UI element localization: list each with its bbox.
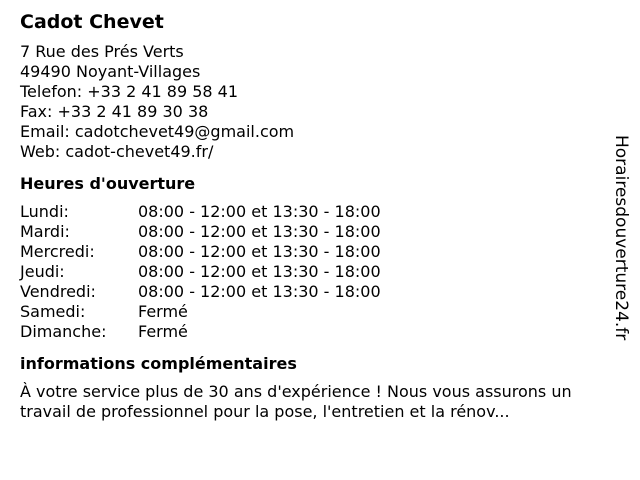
contact-block — [20, 42, 600, 162]
hours-day: Dimanche: — [20, 322, 107, 341]
hours-row-vendredi — [20, 282, 600, 302]
additional-info-title: informations complémentaires — [20, 354, 297, 373]
hours-row-samedi — [20, 302, 600, 322]
hours-row-lundi — [20, 202, 600, 222]
hours-row-mardi — [20, 222, 600, 242]
additional-info-text: À votre service plus de 30 ans d'expérience ! Nous vous assurons un travail de professionnel pour la pose, l'entretien et la rénov... — [20, 382, 572, 421]
hours-day: Mercredi: — [20, 242, 95, 261]
hours-time: 08:00 - 12:00 et 13:30 - 18:00 — [138, 202, 381, 221]
hours-row-dimanche — [20, 322, 600, 342]
hours-time: 08:00 - 12:00 et 13:30 - 18:00 — [138, 262, 381, 281]
address-line-2: 49490 Noyant-Villages — [20, 62, 201, 81]
hours-day: Jeudi: — [20, 262, 65, 281]
hours-day: Mardi: — [20, 222, 70, 241]
email-text: Email: cadotchevet49@gmail.com — [20, 122, 295, 141]
hours-time: 08:00 - 12:00 et 13:30 - 18:00 — [138, 242, 381, 261]
hours-row-jeudi — [20, 262, 600, 282]
site-watermark: Horairesdouverture24.fr — [611, 135, 631, 341]
hours-time: 08:00 - 12:00 et 13:30 - 18:00 — [138, 282, 381, 301]
opening-hours-list — [20, 202, 600, 342]
hours-time: Fermé — [138, 322, 188, 341]
website-text: Web: cadot-chevet49.fr/ — [20, 142, 214, 161]
hours-day: Lundi: — [20, 202, 69, 221]
fax-text: Fax: +33 2 41 89 30 38 — [20, 102, 209, 121]
business-card — [20, 10, 600, 422]
business-name: Cadot Chevet — [20, 11, 164, 33]
address-line-1: 7 Rue des Prés Verts — [20, 42, 184, 61]
hours-time: 08:00 - 12:00 et 13:30 - 18:00 — [138, 222, 381, 241]
hours-day: Samedi: — [20, 302, 86, 321]
hours-row-mercredi — [20, 242, 600, 262]
hours-day: Vendredi: — [20, 282, 96, 301]
phone-text: Telefon: +33 2 41 89 58 41 — [20, 82, 239, 101]
opening-hours-title: Heures d'ouverture — [20, 174, 196, 193]
hours-time: Fermé — [138, 302, 188, 321]
